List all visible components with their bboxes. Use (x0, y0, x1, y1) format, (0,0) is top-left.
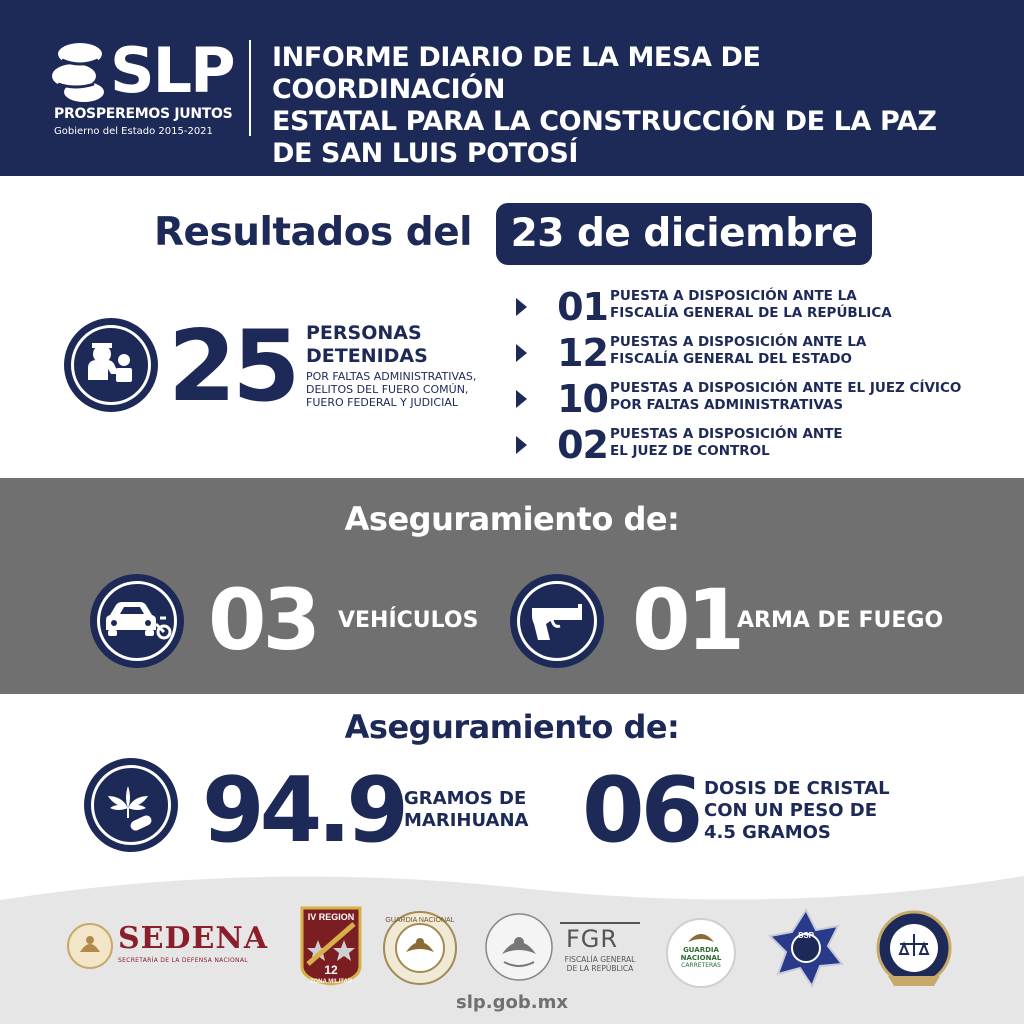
list-item (516, 378, 986, 422)
list-item (516, 424, 986, 468)
carreteras-line-3: CARRETERAS (681, 962, 721, 969)
seizure-title: Aseguramiento de: (344, 500, 680, 538)
carreteras-seal (666, 918, 736, 988)
firearms-count: 01 (632, 571, 741, 669)
title-line-1: INFORME DIARIO DE LA MESA DE COORDINACIÓN (272, 42, 761, 105)
region-zone: ZONA MILITAR (309, 979, 353, 985)
disposition-number: 02 (557, 423, 608, 467)
disposition-line-1: PUESTAS A DISPOSICIÓN ANTE LA (610, 334, 867, 350)
fgr-rule (560, 922, 640, 924)
disposition-line-1: PUESTAS A DISPOSICIÓN ANTE (610, 426, 843, 442)
marijuana-label-line-2: MARIHUANA (404, 810, 529, 831)
marijuana-label (404, 788, 528, 832)
disposition-line-2: FISCALÍA GENERAL DEL ESTADO (610, 351, 853, 367)
region-title: IV REGION (307, 912, 355, 922)
seizure-band (0, 478, 1024, 694)
detained-count: 25 (168, 310, 297, 424)
mexico-eagle-seal-icon (66, 922, 114, 970)
triangle-bullet-icon (516, 436, 527, 454)
logo-text: SLP (110, 34, 234, 107)
sedena-subtitle: SECRETARÍA DE LA DEFENSA NACIONAL (118, 957, 248, 964)
disposition-number: 10 (557, 377, 608, 421)
crystal-label (704, 778, 890, 844)
cannabis-pill-icon (84, 758, 178, 852)
date-badge: 23 de diciembre (496, 203, 872, 265)
military-zone-shield-icon (300, 906, 362, 986)
carreteras-eagle-icon (686, 928, 716, 944)
sedena-wordmark: SEDENA (118, 921, 269, 956)
disposition-text (610, 334, 990, 368)
slp-logo-mark-icon (52, 40, 108, 104)
carreteras-line-1: GUARDIA (683, 946, 719, 954)
detained-heading-line-2: DETENIDAS (306, 345, 428, 367)
marijuana-count: 94.9 (202, 758, 405, 863)
disposition-line-1: PUESTA A DISPOSICIÓN ANTE LA (610, 288, 857, 304)
fgr-sub-line-2: DE LA REPÚBLICA (566, 964, 634, 973)
page-title (272, 42, 992, 170)
detained-sub-line-2: DELITOS DEL FUERO COMÚN, (306, 383, 469, 396)
marijuana-label-line-1: GRAMOS DE (404, 788, 527, 809)
results-label: Resultados del (154, 210, 473, 255)
triangle-bullet-icon (516, 390, 527, 408)
disposition-line-2: POR FALTAS ADMINISTRATIVAS (610, 397, 844, 413)
pistol-icon (510, 574, 604, 668)
guardia-nacional-seal-icon (382, 910, 458, 986)
region-number: 12 (324, 963, 338, 977)
ssp-police-star-icon (766, 908, 846, 988)
vehicles-count: 03 (208, 571, 317, 669)
title-line-2: ESTATAL PARA LA CONSTRUCCIÓN DE LA PAZ (272, 106, 937, 137)
logo-government: Gobierno del Estado 2015-2021 (54, 126, 213, 137)
fgr-subtitle (560, 955, 640, 973)
fgr-sub-line-1: FISCALÍA GENERAL (564, 955, 636, 964)
disposition-number: 12 (557, 331, 608, 375)
detained-sub-line-3: FUERO FEDERAL Y JUDICIAL (306, 396, 458, 409)
disposition-text (610, 288, 990, 322)
disposition-line-2: EL JUEZ DE CONTROL (610, 443, 770, 459)
seizure-title-2: Aseguramiento de: (344, 708, 680, 746)
carreteras-line-2: NACIONAL (680, 954, 722, 962)
mexican-coat-of-arms-icon (484, 912, 554, 982)
list-item (516, 286, 986, 330)
ssp-text: SSP (797, 931, 815, 940)
triangle-bullet-icon (516, 344, 527, 362)
crystal-label-line-3: 4.5 GRAMOS (704, 822, 831, 843)
list-item (516, 332, 986, 376)
detained-heading (306, 322, 428, 368)
disposition-line-1: PUESTAS A DISPOSICIÓN ANTE EL JUEZ CÍVICO (610, 380, 962, 396)
triangle-bullet-icon (516, 298, 527, 316)
disposition-text (610, 380, 990, 414)
disposition-line-2: FISCALÍA GENERAL DE LA REPÚBLICA (610, 305, 892, 321)
header-banner (0, 0, 1024, 176)
fgr-wordmark: FGR (566, 925, 619, 953)
title-line-3: DE SAN LUIS POTOSÍ (272, 138, 579, 169)
detention-icon (64, 318, 158, 412)
detained-sub-line-1: POR FALTAS ADMINISTRATIVAS, (306, 370, 477, 383)
crystal-label-line-1: DOSIS DE CRISTAL (704, 778, 890, 799)
header-divider (249, 40, 251, 136)
firearms-label: ARMA DE FUEGO (737, 608, 944, 633)
guardia-text: GUARDIA NACIONAL (385, 917, 455, 924)
detained-heading-line-1: PERSONAS (306, 322, 422, 344)
site-url-link[interactable]: slp.gob.mx (456, 992, 568, 1013)
disposition-text (610, 426, 990, 460)
fiscalia-estado-seal-icon (874, 910, 954, 990)
disposition-number: 01 (557, 285, 608, 329)
detained-subtext (306, 370, 476, 409)
logo-slogan: PROSPEREMOS JUNTOS (54, 106, 233, 122)
crystal-count: 06 (582, 758, 700, 863)
crystal-label-line-2: CON UN PESO DE (704, 800, 878, 821)
carreteras-text (668, 946, 734, 970)
vehicle-icon (90, 574, 184, 668)
vehicles-label: VEHÍCULOS (338, 608, 479, 633)
slp-logo (52, 34, 242, 148)
